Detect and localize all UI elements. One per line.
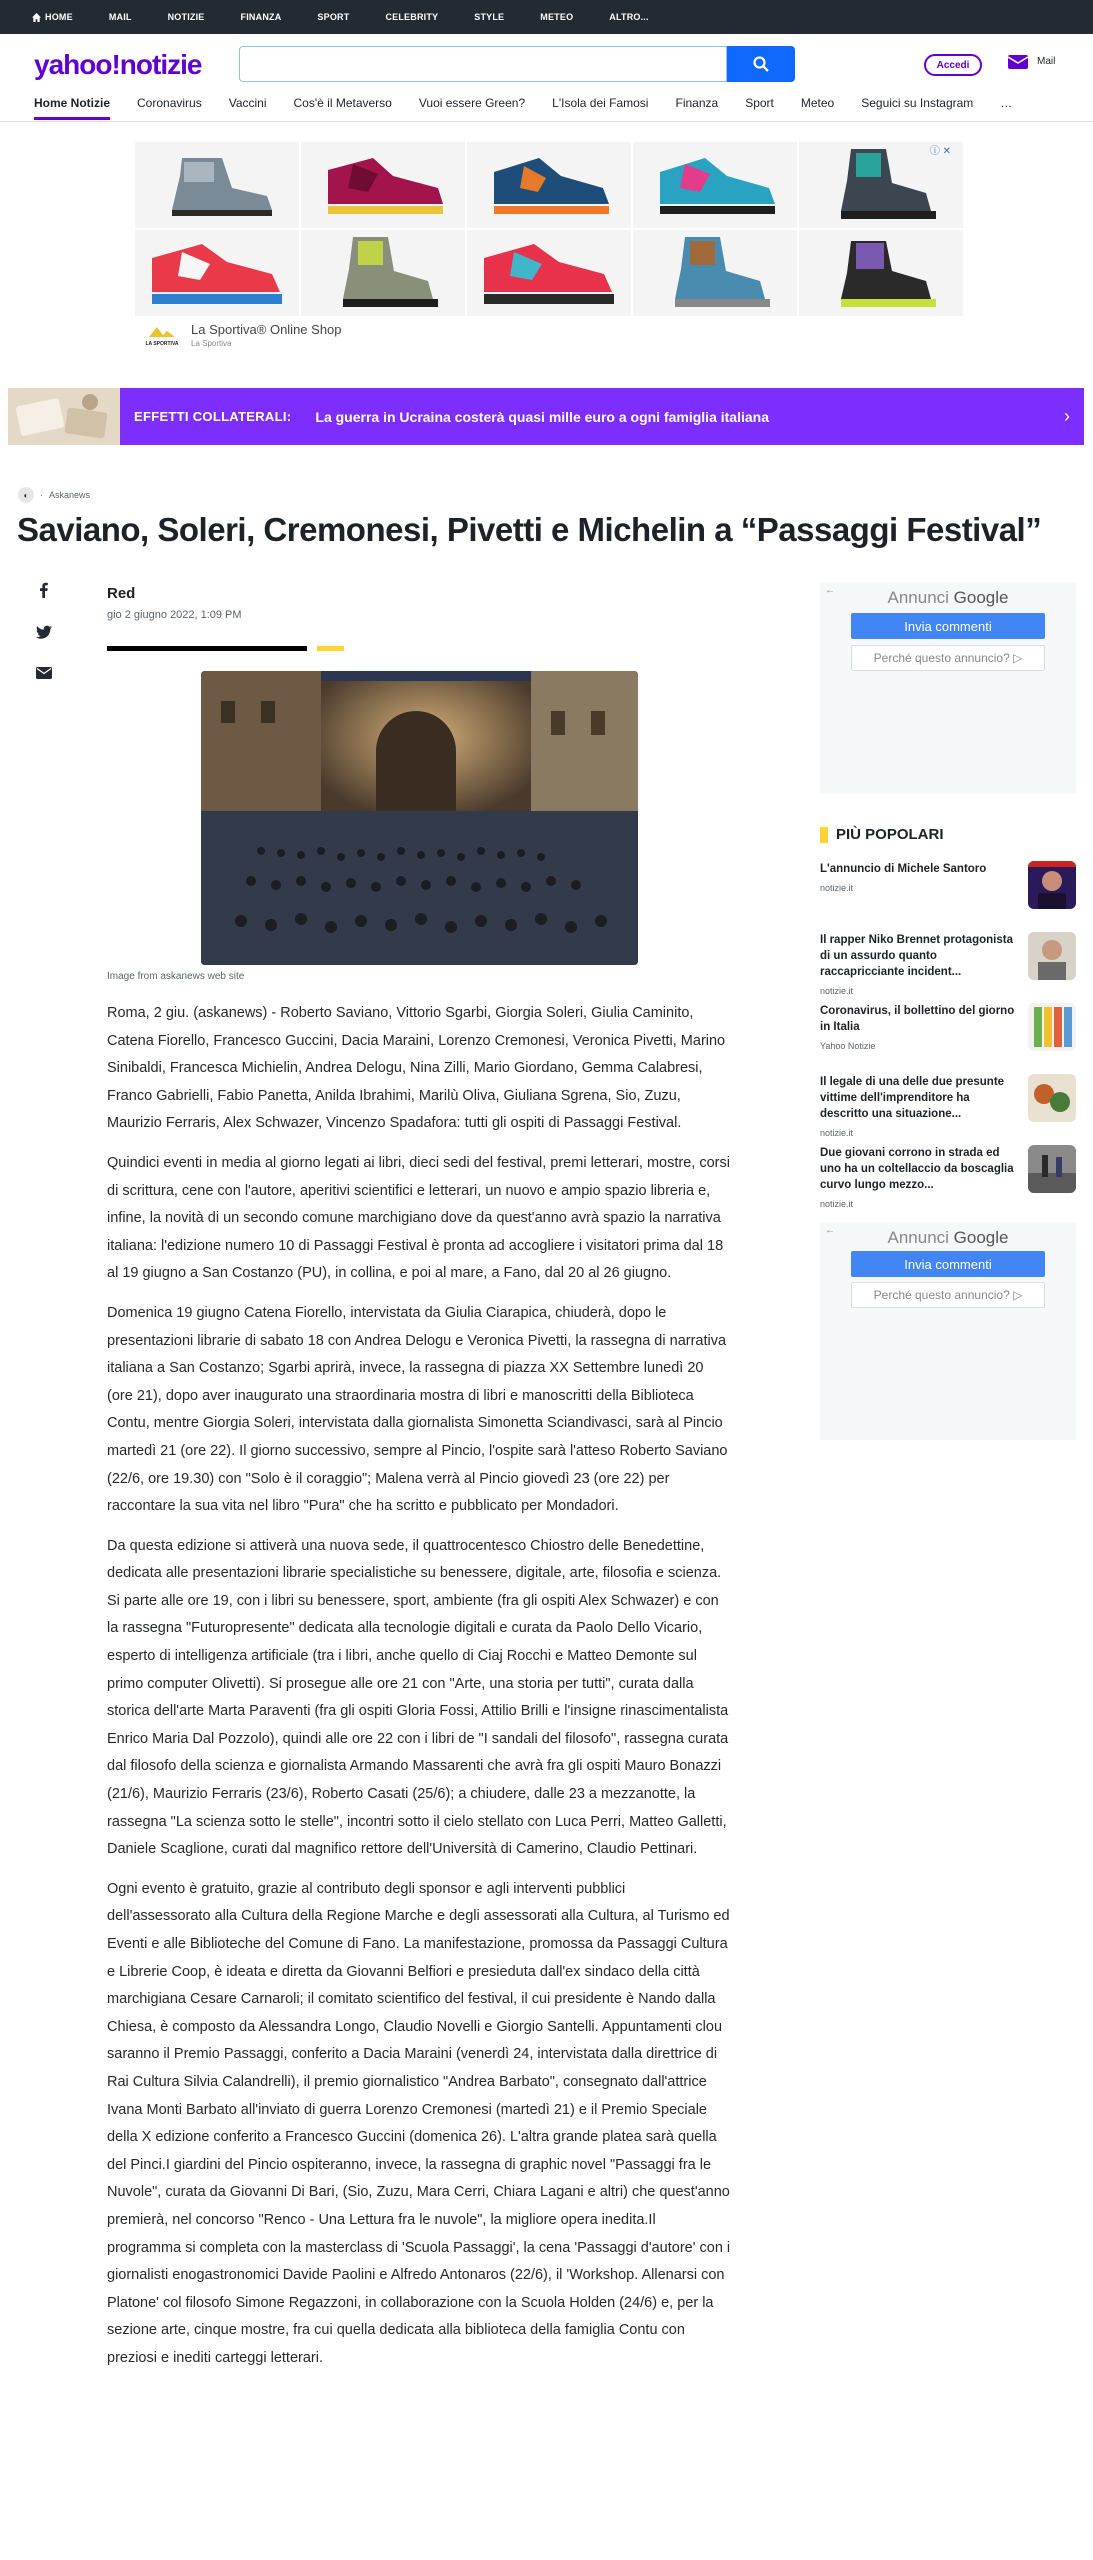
why-this-ad-button[interactable]: Perché questo annuncio? ▷ [851, 1282, 1045, 1308]
nav-isola[interactable]: L'Isola dei Famosi [552, 96, 649, 110]
home-icon [32, 13, 41, 22]
banner-headline[interactable]: La guerra in Ucraina costerà quasi mille euro a ogni famiglia italiana [315, 408, 769, 425]
article-paragraph: Roma, 2 giu. (askanews) - Roberto Saviano, Vittorio Sgarbi, Giorgia Soleri, Giulia Caminito, Catena Fiorello, Francesco Guccini, Dacia Maraini, Lorenzo Cremonesi, Veronica Pivetti, Marino Sinibaldi, Francesca Michielin, Andrea Delogu, Nina Zilli, Mario Giordano, Gemma Calabresi, Franco Gabrielli, Fabio Panetta, Anilda Ibrahimi, Marilù Oliva, Giuliana Sgrena, Sio, Zuzu, Maurizio Ferraris, Alex Schwazer, Vincenzo Spadafora: tutti gli ospiti di Passaggi Festival. [107, 1005, 726, 1132]
popular-thumbnail[interactable] [1028, 1074, 1076, 1122]
ad-product-image[interactable] [467, 142, 631, 228]
nav-vaccini[interactable]: Vaccini [228, 96, 267, 110]
topbar-style[interactable]: STYLE [474, 12, 505, 22]
article-photo[interactable] [201, 671, 638, 965]
popular-item[interactable]: Il rapper Niko Brennet protagonista di un assurdo quanto raccapricciante incident... notizie.it [820, 932, 1076, 985]
ad-product-image[interactable] [135, 142, 299, 228]
topbar-sport[interactable]: SPORT [317, 12, 350, 22]
promo-banner[interactable] [8, 388, 1084, 445]
ad-product-image[interactable] [467, 230, 631, 316]
google-ads-brand: Annunci Google [887, 588, 1009, 607]
article-body [107, 1000, 732, 2385]
source-name: Askanews [49, 490, 91, 500]
yahoo-notizie-logo[interactable]: yahoo!notizie [34, 49, 202, 80]
mail-link[interactable] [1007, 52, 1055, 70]
photo-caption: Image from askanews web site [107, 971, 245, 982]
article-paragraph: Domenica 19 giugno Catena Fiorello, intervistata da Giulia Ciarapica, chiuderà, dopo le presentazioni librarie di sabato 18 con Andrea Delogu e Veronica Pivetti, la rassegna di narrativa italiana a San Costanzo; Sgarbi aprirà, invece, la rassegna di piazza XX Settembre lunedì 20 (ore 21), dopo aver inaugurato una straordinaria mostra di libri e manoscritti della Biblioteca Contu, mentre Giorgia Soleri, intervistata dalla giornalista Simonetta Sciandivasci, sarà al Pincio martedì 21 (ore 22). Il giorno successivo, sempre al Pincio, l'ospite sarà l'atteso Roberto Saviano (22/6, ore 19.30) con "Solo è il coraggio"; Malena verrà al Pincio giovedì 23 (ore 22) per raccontare la sua vita nel libro "Pura" che ha scritto e pubblicato per Mondadori. [107, 1304, 728, 1515]
askanews-logo-icon: ◐ [18, 487, 34, 503]
adchoices-icon[interactable]: ⓘ ✕ [929, 146, 951, 157]
site-header [0, 34, 1093, 96]
la-sportiva-logo [145, 323, 179, 347]
article-source[interactable] [18, 487, 90, 503]
section-nav [0, 96, 1093, 122]
email-share-icon[interactable] [36, 666, 52, 683]
topbar-notizie[interactable]: NOTIZIE [167, 12, 205, 22]
display-ad[interactable] [133, 142, 959, 355]
article-paragraph: Da questa edizione si attiverà una nuova sede, il quattrocentesco Chiostro delle Benedettine, dedicata alle presentazioni librarie specialistiche su benessere, digitale, arte, filosofia e scienza. Si parte alle ore 19, con i libri su benessere, sport, ambiente (fra gli ospiti Alex Schwazer) e con la rassegna "Futuropresente" dedicata alla tecnologie digitali e curata da Paolo Dello Vicario, esperto di intelligenza artificiale (tra i libri, anche quello di Ciaj Rocchi e Matteo Demonte sul primo computer Olivetti). Si prosegue alle ore 21 con "Arte, una storia per tutti", curata dalla storica dell'arte Marta Paraventi (fra gli ospiti Gloria Fossi, Attilio Brilli e l'insigne rinascimentalista Enrico Maria Dal Pozzolo), quindi alle ore 22 con i libri de "I sandali del filosofo", rassegna curata dal filosofo della scienza e giornalista Armando Massarenti che avrà fra gli ospiti Mauro Bonazzi (21/6), Maurizio Ferraris (23/6), Roberto Casati (25/6); a chiudere, dalle 23 a mezzanotte, la rassegna "La scienza sotto le stelle", incontri sotto il cielo stellato con Luca Perri, Matteo Galletti, Daniele Scaglione, curati dal magnifico rettore dell'Università di Camerino, Claudio Pettinari. [107, 1537, 729, 1858]
author-divider-accent [317, 646, 344, 651]
nav-more[interactable]: … [1000, 96, 1013, 110]
ad-product-image[interactable] [633, 230, 797, 316]
popular-thumbnail[interactable] [1028, 1145, 1076, 1193]
popular-thumbnail[interactable] [1028, 1003, 1076, 1051]
popular-item[interactable]: Due giovani corrono in strada ed uno ha un coltellaccio da boscaglia curvo lungo mezzo... notizie.it [820, 1145, 1076, 1198]
nav-green[interactable]: Vuoi essere Green? [418, 96, 526, 110]
nav-home-notizie[interactable]: Home Notizie [34, 96, 110, 120]
mail-label: Mail [1037, 55, 1056, 67]
search-icon [753, 56, 769, 72]
popular-thumbnail[interactable] [1028, 861, 1076, 909]
nav-metaverso[interactable]: Cos'è il Metaverso [293, 96, 392, 110]
popular-item[interactable]: L'annuncio di Michele Santoro notizie.it [820, 861, 1076, 914]
signin-button[interactable]: Accedi [924, 54, 982, 76]
back-arrow-icon[interactable]: ← [825, 1225, 835, 1236]
send-feedback-button[interactable]: Invia commenti [851, 613, 1045, 639]
google-ad-slot [820, 582, 1076, 794]
popular-item[interactable]: Il legale di una delle due presunte vittime dell'imprenditore ha descritto una situazione... notizie.it [820, 1074, 1076, 1127]
popular-heading: PIÙ POPOLARI [820, 826, 1076, 843]
search-button[interactable] [727, 46, 795, 82]
back-arrow-icon[interactable]: ← [825, 585, 835, 596]
ad-product-image[interactable] [135, 230, 299, 316]
article-paragraph: Ogni evento è gratuito, grazie al contributo degli sponsor e agli interventi pubblici dell'assessorato alla Cultura della Regione Marche e degli assessorati alla Cultura, al Turismo ed Eventi e alle Biblioteche del Comune di Fano. La manifestazione, promossa da Passaggi Cultura e Librerie Coop, è ideata e diretta da Giovanni Belfiori e presieduta dall'ex sindaco della città marchigiana Cesare Carnaroli; il comitato scientifico del festival, il cui presidente è Nando dalla Chiesa, è composto da Alessandra Longo, Claudio Novelli e Giorgio Santelli. Appuntamenti clou saranno il Premio Passaggi, conferito a Dacia Maraini (venerdì 24, intervistata dalla direttrice di Rai Cultura Silvia Calandrelli), il premio giornalistico "Andrea Barbato", consegnato dall'attrice Ivana Monti Barbato all'inviato di guerra Lorenzo Cremonesi (martedì 21) e il Premio Speciale della X edizione conferito a Francesco Guccini (domenica 26). L'altra grande platea sarà quella del Pinci.I giardini del Pincio ospiteranno, invece, la rassegna di graphic novel "Passaggi fra le Nuvole", curata da Giovanni Di Bari, (Sio, Zuzu, Mara Cerri, Chiara Lagani e altri) che quest'anno premierà, nel concorso "Renco - Una Lettura fra le nuvole", la migliore opera inedita.Il programma si completa con la masterclass di 'Scuola Passaggi', la cena 'Passaggi d'autore' con i giornalisti enogastronomici Davide Paolini e Alfredo Antonaros (22/6), il 'Workshop. Allenarsi con Platone' col filosofo Simone Regazzoni, in collaborazione con la Scuola Holden (24/6) e, per la sezione arte, cinque mostre, fra cui quella dedicata alla biblioteca della famiglia Contu con preziosi e inediti carteggi letterari. [107, 1880, 731, 2366]
topbar-mail[interactable]: MAIL [108, 12, 132, 22]
why-this-ad-button[interactable]: Perché questo annuncio? ▷ [851, 645, 1045, 671]
top-bar [0, 0, 1093, 34]
mail-icon [1007, 52, 1029, 70]
ad-advertiser-sub: La Sportiva [191, 339, 232, 348]
ad-product-grid [135, 142, 959, 316]
search-input[interactable] [239, 46, 727, 82]
article-author[interactable]: Red [107, 585, 136, 602]
banner-label: EFFETTI COLLATERALI: [134, 409, 292, 424]
ad-advertiser-name: La Sportiva® Online Shop [191, 322, 342, 337]
source-separator: · [40, 490, 43, 500]
article-date: gio 2 giugno 2022, 1:09 PM [107, 609, 242, 621]
nav-sport[interactable]: Sport [745, 96, 774, 110]
topbar-home[interactable]: HOME [32, 12, 73, 22]
article-title: Saviano, Soleri, Cremonesi, Pivetti e Michelin a “Passaggi Festival” [17, 511, 1042, 548]
nav-instagram[interactable]: Seguici su Instagram [861, 96, 974, 110]
facebook-icon[interactable] [36, 582, 52, 599]
ad-advertiser-info[interactable] [145, 322, 959, 348]
banner-thumbnail [8, 388, 120, 445]
share-buttons [36, 582, 52, 683]
send-feedback-button[interactable]: Invia commenti [851, 1251, 1045, 1277]
nav-coronavirus[interactable]: Coronavirus [137, 96, 202, 110]
ad-product-image[interactable] [301, 230, 465, 316]
author-divider [107, 646, 307, 651]
topbar-finanza[interactable]: FINANZA [240, 12, 282, 22]
svg-text:LA SPORTIVA: LA SPORTIVA [145, 341, 179, 347]
topbar-meteo[interactable]: METEO [540, 12, 574, 22]
twitter-icon[interactable] [36, 624, 52, 641]
sidebar [820, 582, 1076, 1440]
heading-accent [820, 827, 828, 843]
topbar-celebrity[interactable]: CELEBRITY [385, 12, 439, 22]
popular-item[interactable]: Coronavirus, il bollettino del giorno in Italia Yahoo Notizie [820, 1003, 1076, 1056]
ad-product-image[interactable] [633, 142, 797, 228]
google-ads-brand: Annunci Google [887, 1228, 1009, 1247]
chevron-right-icon[interactable]: › [1064, 406, 1070, 426]
popular-thumbnail[interactable] [1028, 932, 1076, 980]
nav-finanza[interactable]: Finanza [675, 96, 719, 110]
google-ad-slot [820, 1222, 1076, 1440]
ad-product-image[interactable] [301, 142, 465, 228]
nav-meteo[interactable]: Meteo [800, 96, 835, 110]
ad-product-image[interactable] [799, 230, 963, 316]
article-paragraph: Quindici eventi in media al giorno legati ai libri, dieci sedi del festival, premi letterari, mostre, corsi di scrittura, cene con l'autore, aperitivi scientifici e letterari, un nuovo e ampio spazio libreria e, infine, la novità di un secondo comune marchigiano dove da quest'anno avrà spazio la narrativa italiana: l'edizione numero 10 di Passaggi Festival è pronta ad accogliere i visitatori prima dal 18 al 19 giugno a San Costanzo (PU), in collina, e poi al mare, a Fano, dal 20 al 26 giugno. [107, 1154, 730, 1282]
topbar-altro[interactable]: ALTRO... [609, 12, 649, 22]
